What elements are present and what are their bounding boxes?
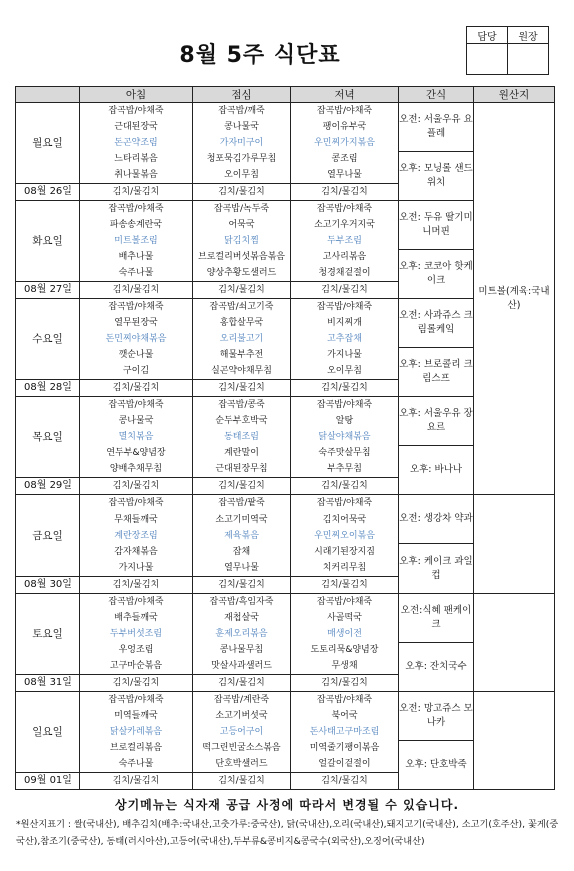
menu-row	[16, 594, 555, 611]
lunch-item: 훈제오리볶음	[193, 626, 291, 642]
dinner-item: 매생이전	[291, 626, 399, 642]
dinner-item: 도토리묵&양념장	[291, 642, 399, 658]
breakfast-item: 돈곤약조림	[80, 135, 193, 151]
breakfast-item: 미트볼조림	[80, 233, 193, 249]
date-label: 09월 01일	[16, 773, 80, 790]
menu-row	[16, 577, 555, 594]
menu-row	[16, 528, 555, 544]
dinner-item: 고사리볶음	[291, 249, 399, 265]
breakfast-item: 파송송계란국	[80, 217, 193, 233]
lunch-item: 고등어구이	[193, 724, 291, 740]
header-dinner: 저녁	[291, 87, 399, 103]
breakfast-item: 잡곡밥/야채죽	[80, 299, 193, 316]
dinner-item: 김치/물김치	[291, 478, 399, 495]
breakfast-item: 감자채볶음	[80, 544, 193, 560]
origin-empty-cell	[474, 594, 555, 692]
lunch-item: 김치/물김치	[193, 773, 291, 790]
day-label: 토요일	[16, 594, 80, 675]
approval-director-sign[interactable]	[508, 44, 549, 75]
breakfast-item: 김치/물김치	[80, 380, 193, 397]
dinner-item: 김치/물김치	[291, 773, 399, 790]
origin-note: *원산지표기 : 쌀(국내산), 배추김치(배추:국내산,고춧가루:중국산), 닭(국내산),오리(국내산),돼지고기(국내산), 소고기(호주산), 꽃게(중국산),참조기(중국산), 동태(러시아산),고등어(국내산),두부류&콩비지&콩국수(외국산),오징어(국내산)	[16, 819, 559, 847]
snack-am: 오전: 두유 딸기미니머핀	[399, 201, 474, 250]
breakfast-item: 잡곡밥/야채죽	[80, 594, 193, 611]
day-label: 금요일	[16, 495, 80, 577]
breakfast-item: 무채들깨국	[80, 512, 193, 528]
header-day	[16, 87, 80, 103]
lunch-item: 잡채	[193, 544, 291, 560]
dinner-item: 김치어묵국	[291, 512, 399, 528]
lunch-item: 김치/물김치	[193, 380, 291, 397]
origin-cell: 미트볼(계육:국내산)	[474, 103, 555, 495]
dinner-item: 고추잡채	[291, 331, 399, 347]
breakfast-item: 멸치볶음	[80, 429, 193, 445]
lunch-item: 근대된장무침	[193, 461, 291, 478]
dinner-item: 우민찌오이볶음	[291, 528, 399, 544]
approval-director-label: 원장	[508, 27, 549, 44]
breakfast-item: 김치/물김치	[80, 282, 193, 299]
dinner-item: 시래기된장지짐	[291, 544, 399, 560]
lunch-item: 떡그린빈굴소스볶음	[193, 740, 291, 756]
approval-staff-sign[interactable]	[467, 44, 508, 75]
dinner-item: 숙주맛살무침	[291, 445, 399, 461]
dinner-item: 무생채	[291, 658, 399, 675]
dinner-item: 오이무침	[291, 363, 399, 380]
lunch-item: 콩나물무침	[193, 642, 291, 658]
dinner-item: 김치/물김치	[291, 184, 399, 201]
snack-am: 오전: 서울우유 요플레	[399, 103, 474, 152]
day-label: 수요일	[16, 299, 80, 380]
breakfast-item: 잡곡밥/야채죽	[80, 397, 193, 414]
breakfast-item: 돈민찌야채볶음	[80, 331, 193, 347]
breakfast-item: 미역들깨국	[80, 708, 193, 724]
lunch-item: 김치/물김치	[193, 282, 291, 299]
dinner-item: 잡곡밥/야채죽	[291, 594, 399, 611]
dinner-item: 사골떡국	[291, 610, 399, 626]
approval-staff-label: 담당	[467, 27, 508, 44]
menu-row	[16, 103, 555, 120]
change-notice: 상기메뉴는 식자재 공급 사정에 따라서 변경될 수 있습니다.	[114, 798, 459, 812]
menu-row	[16, 495, 555, 512]
approval-box	[466, 26, 549, 75]
lunch-item: 오리불고기	[193, 331, 291, 347]
lunch-item: 맛살사과샐러드	[193, 658, 291, 675]
snack-am: 오전: 망고쥬스 모나카	[399, 692, 474, 741]
breakfast-item: 취나물볶음	[80, 167, 193, 184]
dinner-item: 잡곡밥/야채죽	[291, 397, 399, 414]
lunch-item: 소고기버섯국	[193, 708, 291, 724]
breakfast-item: 느타리볶음	[80, 151, 193, 167]
menu-row	[16, 692, 555, 709]
page-title: 8월 5주 식단표	[179, 43, 341, 68]
dinner-item: 알탕	[291, 413, 399, 429]
breakfast-item: 연두부&양념장	[80, 445, 193, 461]
breakfast-item: 브로컬리볶음	[80, 740, 193, 756]
date-label: 08월 28일	[16, 380, 80, 397]
dinner-item: 김치/물김치	[291, 380, 399, 397]
snack-pm: 오후: 모닝롤 샌드위치	[399, 151, 474, 201]
lunch-item: 김치/물김치	[193, 577, 291, 594]
dinner-item: 우민찌가지볶음	[291, 135, 399, 151]
lunch-item: 청포묵김가루무침	[193, 151, 291, 167]
snack-am: 오후: 서울우유 장요르	[399, 397, 474, 446]
breakfast-item: 김치/물김치	[80, 675, 193, 692]
breakfast-item: 깻순나물	[80, 347, 193, 363]
dinner-item: 잡곡밥/야채죽	[291, 201, 399, 218]
breakfast-item: 김치/물김치	[80, 184, 193, 201]
menu-row	[16, 544, 555, 560]
lunch-item: 잡곡밥/계란죽	[193, 692, 291, 709]
snack-am: 오전:식혜 팬케이크	[399, 594, 474, 643]
lunch-item: 브로컬리버섯볶음볶음	[193, 249, 291, 265]
breakfast-item: 콩나물국	[80, 413, 193, 429]
dinner-item: 닭살야채볶음	[291, 429, 399, 445]
lunch-item: 김치/물김치	[193, 478, 291, 495]
date-label: 08월 27일	[16, 282, 80, 299]
lunch-item: 제육볶음	[193, 528, 291, 544]
lunch-item: 잡곡밥/콩죽	[193, 397, 291, 414]
lunch-item: 재첩살국	[193, 610, 291, 626]
dinner-item: 부추무침	[291, 461, 399, 478]
breakfast-item: 구이김	[80, 363, 193, 380]
lunch-item: 홍합살무국	[193, 315, 291, 331]
dinner-item: 비지찌개	[291, 315, 399, 331]
dinner-item: 김치/물김치	[291, 282, 399, 299]
breakfast-item: 우엉조림	[80, 642, 193, 658]
dinner-item: 청경채겉절이	[291, 265, 399, 282]
lunch-item: 가자미구이	[193, 135, 291, 151]
lunch-item: 순두부호박국	[193, 413, 291, 429]
dinner-item: 얼갈이겉절이	[291, 756, 399, 773]
breakfast-item: 숙주나물	[80, 265, 193, 282]
breakfast-item: 계란장조림	[80, 528, 193, 544]
lunch-item: 단호박샐러드	[193, 756, 291, 773]
snack-pm: 오후: 브로콜리 크림스프	[399, 347, 474, 397]
lunch-item: 소고기미역국	[193, 512, 291, 528]
header-origin: 원산지	[474, 87, 555, 103]
breakfast-item: 잡곡밥/야채죽	[80, 103, 193, 120]
date-label: 08월 30일	[16, 577, 80, 594]
menu-row	[16, 560, 555, 577]
dinner-item: 잡곡밥/야채죽	[291, 692, 399, 709]
dinner-item: 김치/물김치	[291, 577, 399, 594]
lunch-item: 잡곡밥/쇠고기죽	[193, 299, 291, 316]
breakfast-item: 양배추채무침	[80, 461, 193, 478]
header-row	[16, 87, 555, 103]
snack-am: 오전: 사과쥬스 크림롤케잌	[399, 299, 474, 348]
header-breakfast: 아침	[80, 87, 193, 103]
lunch-item: 오이무침	[193, 167, 291, 184]
lunch-item: 실곤약야채무침	[193, 363, 291, 380]
breakfast-item: 김치/물김치	[80, 478, 193, 495]
lunch-item: 잡곡밥/깨죽	[193, 103, 291, 120]
snack-am: 오전: 생강차 약과	[399, 495, 474, 544]
snack-pm: 오후: 잔치국수	[399, 642, 474, 692]
breakfast-item: 가지나물	[80, 560, 193, 577]
breakfast-item: 김치/물김치	[80, 773, 193, 790]
date-label: 08월 29일	[16, 478, 80, 495]
breakfast-item: 배추나물	[80, 249, 193, 265]
breakfast-item: 두부버섯조림	[80, 626, 193, 642]
breakfast-item: 닭살카레볶음	[80, 724, 193, 740]
breakfast-item: 숙주나물	[80, 756, 193, 773]
day-label: 일요일	[16, 692, 80, 773]
lunch-item: 잡곡밥/팥죽	[193, 495, 291, 512]
lunch-item: 열무나물	[193, 560, 291, 577]
dinner-item: 잡곡밥/야채죽	[291, 299, 399, 316]
breakfast-item: 잡곡밥/야채죽	[80, 692, 193, 709]
day-label: 목요일	[16, 397, 80, 478]
dinner-item: 두부조림	[291, 233, 399, 249]
lunch-item: 어묵국	[193, 217, 291, 233]
day-label: 월요일	[16, 103, 80, 184]
lunch-item: 김치/물김치	[193, 675, 291, 692]
breakfast-item: 고구마순볶음	[80, 658, 193, 675]
dinner-item: 팽이유부국	[291, 119, 399, 135]
dinner-item: 미역줄기팽이볶음	[291, 740, 399, 756]
lunch-item: 동태조림	[193, 429, 291, 445]
lunch-item: 콩나물국	[193, 119, 291, 135]
dinner-item: 가지나물	[291, 347, 399, 363]
lunch-item: 닭김치찜	[193, 233, 291, 249]
lunch-item: 양상추황도샐러드	[193, 265, 291, 282]
dinner-item: 북어국	[291, 708, 399, 724]
lunch-item: 김치/물김치	[193, 184, 291, 201]
dinner-item: 잡곡밥/야채죽	[291, 103, 399, 120]
date-label: 08월 31일	[16, 675, 80, 692]
snack-pm: 오후: 코코아 핫케이크	[399, 249, 474, 299]
header-lunch: 점심	[193, 87, 291, 103]
dinner-item: 열무나물	[291, 167, 399, 184]
menu-row	[16, 512, 555, 528]
breakfast-item: 잡곡밥/야채죽	[80, 495, 193, 512]
lunch-item: 계란말이	[193, 445, 291, 461]
dinner-item: 치커리무침	[291, 560, 399, 577]
snack-pm: 오후: 바나나	[399, 445, 474, 495]
breakfast-item: 근대된장국	[80, 119, 193, 135]
snack-pm: 오후: 케이크 과일 컵	[399, 544, 474, 594]
date-label: 08월 26일	[16, 184, 80, 201]
dinner-item: 잡곡밥/야채죽	[291, 495, 399, 512]
menu-table	[15, 86, 555, 790]
breakfast-item: 김치/물김치	[80, 577, 193, 594]
header-snack: 간식	[399, 87, 474, 103]
day-label: 화요일	[16, 201, 80, 282]
origin-empty-cell	[474, 692, 555, 790]
breakfast-item: 열무된장국	[80, 315, 193, 331]
lunch-item: 해물부추전	[193, 347, 291, 363]
dinner-item: 콩조림	[291, 151, 399, 167]
dinner-item: 돈사태고구마조림	[291, 724, 399, 740]
lunch-item: 잡곡밥/녹두죽	[193, 201, 291, 218]
breakfast-item: 배추들깨국	[80, 610, 193, 626]
lunch-item: 잡곡밥/흑임자죽	[193, 594, 291, 611]
dinner-item: 소고기우거지국	[291, 217, 399, 233]
dinner-item: 김치/물김치	[291, 675, 399, 692]
breakfast-item: 잡곡밥/야채죽	[80, 201, 193, 218]
snack-pm: 오후: 단호박죽	[399, 740, 474, 790]
